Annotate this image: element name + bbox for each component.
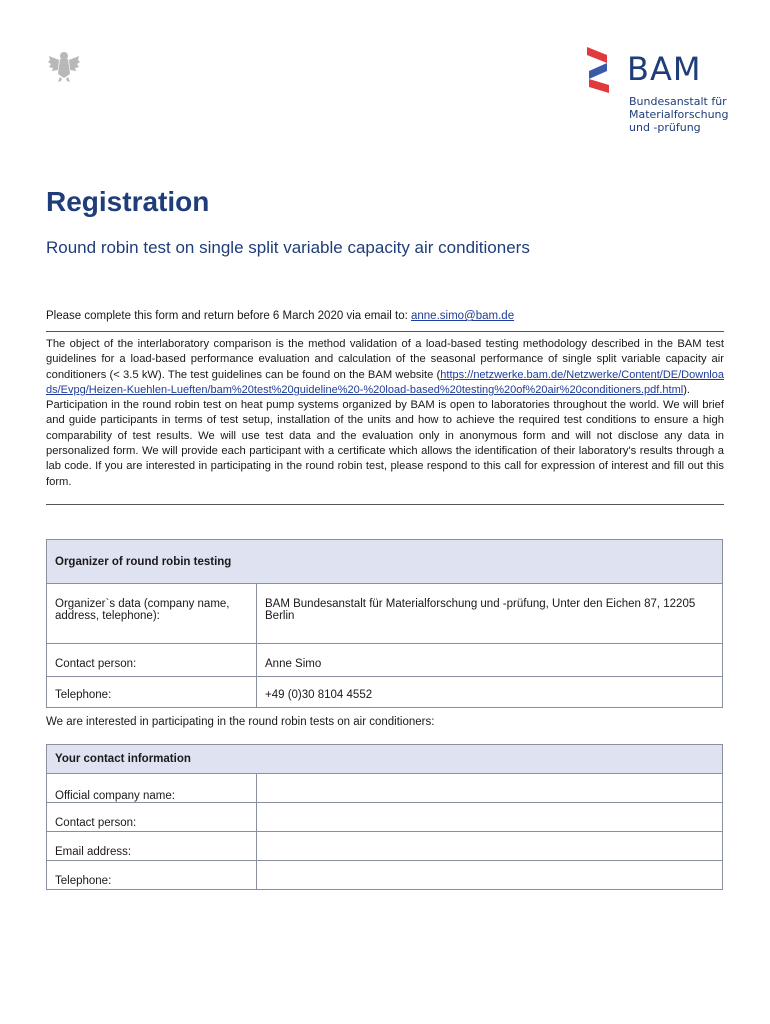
guideline-link[interactable]: https://netzwerke.bam.de/Netzwerke/Content/DE/Downloads/Evpg/Heizen-Kuehlen-Lueften/bam%20test%20guideline%20-%20load-based%20testing%20of%20air%20conditioners.pdf.html [46, 368, 724, 396]
email-address-field[interactable] [257, 832, 723, 861]
brand-subtitle: Bundesanstalt für Materialforschung und -prüfung [629, 95, 729, 134]
contact-table [46, 744, 723, 890]
page-subtitle: Round robin test on single split variable capacity air conditioners [46, 238, 530, 257]
divider [46, 331, 724, 332]
interest-statement: We are interested in participating in the round robin tests on air conditioners: [46, 716, 435, 728]
bam-logo [585, 45, 735, 145]
page-title: Registration [46, 186, 210, 217]
organizer-heading: Organizer of round robin testing [47, 540, 723, 584]
organizer-data-value: BAM Bundesanstalt für Materialforschung und -prüfung, Unter den Eichen 87, 12205 Berlin [257, 584, 723, 644]
paragraph-participation: Participation in the round robin test on heat pump systems organized by BAM is open to laboratories throughout the world. We will brief and guide participants in terms of test setup, installation of the units and how to achieve the required test conditions to ensure a high comparability of test results. We will use test data and the evaluation only in anonymous form and will not disclose any data in personalized form. We will provide each participant with a certificate which allows the identification of their laboratory's results through a lab code. If you are interested in participating in the round robin test, please respond to this call for expression of interest and fill out this form. [46, 399, 724, 488]
organizer-telephone-label: Telephone: [47, 677, 257, 708]
telephone-label: Telephone: [47, 861, 257, 890]
organizer-table [46, 539, 723, 708]
bam-logo-mark-icon [585, 45, 619, 93]
description [46, 337, 724, 490]
organizer-contact-value: Anne Simo [257, 644, 723, 677]
federal-eagle-icon [46, 48, 82, 84]
organizer-telephone-value: +49 (0)30 8104 4552 [257, 677, 723, 708]
intro-line: Please complete this form and return before 6 March 2020 via email to: anne.simo@bam.de [46, 310, 515, 322]
contact-heading: Your contact information [47, 745, 723, 774]
contact-person-label: Contact person: [47, 803, 257, 832]
telephone-field[interactable] [257, 861, 723, 890]
email-address-label: Email address: [47, 832, 257, 861]
company-name-label: Official company name: [47, 774, 257, 803]
contact-person-field[interactable] [257, 803, 723, 832]
paragraph-object: The object of the interlaboratory comparison is the method validation of a load-based testing methodology described in the BAM test guidelines for a load-based performance evaluation and calculation of the seasonal performance of single split variable capacity air conditioners (< 3.5 kW). The test guidelines can be found on the BAM website (https://netzwerke.bam.de/Netzwerke/Content/DE/Downloads/Evpg/Heizen-Kuehlen-Lueften/bam%20test%20guideline%20-%20load-based%20testing%20of%20air%20conditioners.pdf.html). [46, 338, 724, 396]
brand-name: BAM [627, 50, 702, 88]
organizer-data-label: Organizer`s data (company name, address, telephone): [47, 584, 257, 644]
company-name-field[interactable] [257, 774, 723, 803]
divider [46, 504, 724, 505]
organizer-contact-label: Contact person: [47, 644, 257, 677]
email-link[interactable]: anne.simo@bam.de [411, 310, 515, 322]
